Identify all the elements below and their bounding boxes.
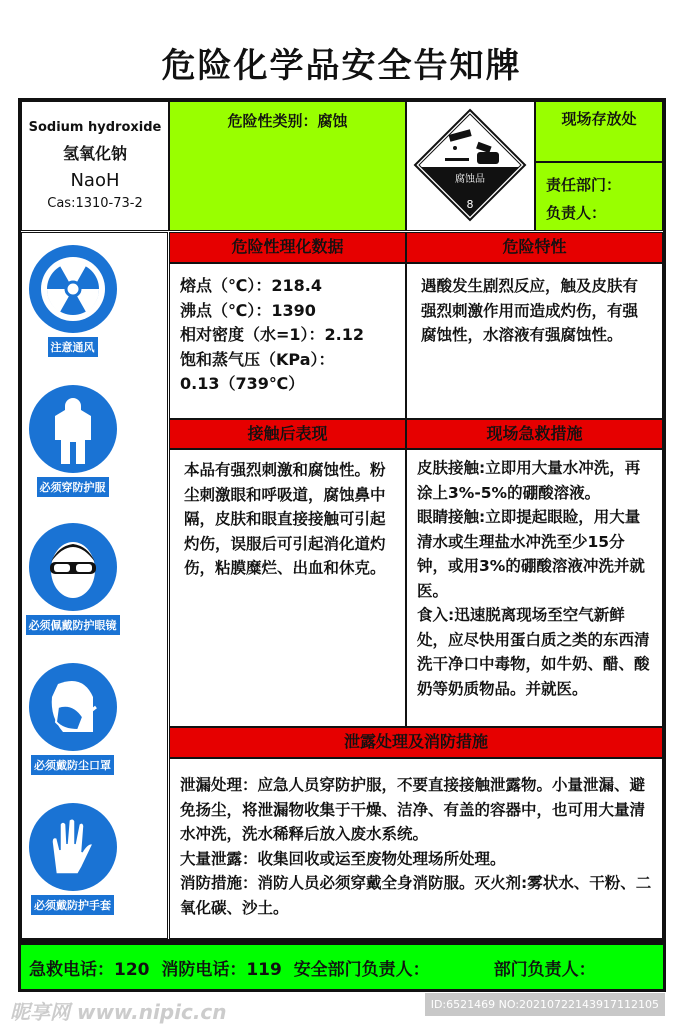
first-aid-phone: 急救电话：120 (29, 959, 150, 980)
melting-point: 熔点（℃）：218.4 (180, 276, 322, 295)
diamond-label: 腐蚀品 (455, 174, 485, 185)
image-id: ID:6521469 NO:20210722143917112105 (425, 993, 665, 1016)
safety-dept-head: 安全部门负责人： (293, 959, 430, 980)
chemical-cn: 氢氧化钠 (62, 144, 127, 163)
sign-gloves (25, 803, 120, 915)
boiling-point: 沸点（℃）：1390 (180, 300, 316, 320)
vapor-pressure-label: 饱和蒸气压（KPa）： (180, 349, 335, 369)
storage-location: 现场存放处 (535, 101, 663, 162)
chemical-en: Sodium hydroxide (28, 120, 162, 135)
sign-label: 必须佩戴防护眼镜 (26, 615, 120, 635)
contact-text: 本品有强烈刺激和腐蚀性。粉尘刺激眼和呼吸道，腐蚀鼻中隔，皮肤和眼直接接触可引起灼伤，误服后可引起消化道灼伤，粘膜糜烂、出血和休克。 (169, 449, 406, 727)
sign-label: 必须戴防尘口罩 (31, 755, 114, 775)
physchem-data (169, 263, 406, 419)
sign-label: 必须戴防护手套 (31, 895, 114, 915)
fire-phone: 消防电话：119 (161, 959, 282, 980)
chemical-id (21, 101, 169, 231)
skin-contact: 皮肤接触:立即用大量水冲洗，再涂上3%-5%的硼酸溶液。 (417, 459, 641, 502)
sign-goggles (25, 523, 120, 635)
corrosive-diamond (406, 101, 535, 231)
responsible-dept: 责任部门： (546, 176, 622, 194)
chemical-formula: NaoH (70, 170, 120, 191)
hazard-header: 危险特性 (406, 232, 663, 263)
ventilation-icon (29, 245, 117, 333)
large-leak: 大量泄露：收集回收或运至废物处理场所处理。 (180, 849, 506, 868)
dept-head: 部门负责人： (493, 959, 596, 980)
gloves-icon (29, 803, 117, 891)
sign-protective-suit (25, 385, 120, 497)
footer-contacts (18, 942, 666, 992)
leak-handling: 泄漏处理：应急人员穿防护服，不要直接接触泄露物。小量泄漏、避免扬尘，将泄漏物收集于干燥、洁净、有盖的容器中，也可用大量清水冲洗，洗水稀释后放入废水系统。 (180, 776, 646, 843)
contact-header: 接触后表现 (169, 419, 406, 449)
responsible-person: 负责人： (546, 204, 607, 222)
cas-number: Cas:1310-73-2 (47, 196, 143, 211)
watermark: 昵享网 www.nipic.cn (10, 1000, 227, 1024)
sign-label: 必须穿防护服 (37, 477, 109, 497)
eye-contact: 眼睛接触:立即提起眼睑，用大量清水或生理盐水冲洗至少15分钟，或用3%的硼酸溶液冲洗并就医。 (417, 508, 645, 600)
responsibility (535, 162, 663, 231)
mask-icon (29, 663, 117, 751)
ingestion: 食入:迅速脱离现场至空气新鲜处，应尽快用蛋白质之类的东西清洗干净口中毒物，如牛奶、醋、酸奶等奶质物品。并就医。 (417, 606, 650, 698)
page-title: 危险化学品安全告知牌 (161, 46, 522, 86)
leak-header: 泄露处理及消防措施 (169, 727, 663, 758)
protective-suit-icon (29, 385, 117, 473)
leak-text (169, 758, 663, 939)
relative-density: 相对密度（水=1）：2.12 (180, 325, 365, 344)
sign-mask (25, 663, 120, 775)
goggles-icon (29, 523, 117, 611)
fire-measures: 消防措施：消防人员必须穿戴全身消防服。灭火剂:雾状水、干粉、二氧化碳、沙土。 (180, 874, 652, 917)
firstaid-header: 现场急救措施 (406, 419, 663, 449)
vapor-pressure-value: 0.13（739℃） (180, 374, 305, 393)
hazard-class: 危险性类别：腐蚀 (169, 101, 406, 231)
sign-ventilation (25, 245, 120, 357)
firstaid-text (406, 449, 663, 727)
hazard-text: 遇酸发生剧烈反应，触及皮肤有强烈刺激作用而造成灼伤，有强腐蚀性，水溶液有强腐蚀性。 (406, 263, 663, 419)
sign-label: 注意通风 (48, 337, 98, 357)
physchem-header: 危险性理化数据 (169, 232, 406, 263)
diamond-class: 8 (466, 198, 474, 211)
